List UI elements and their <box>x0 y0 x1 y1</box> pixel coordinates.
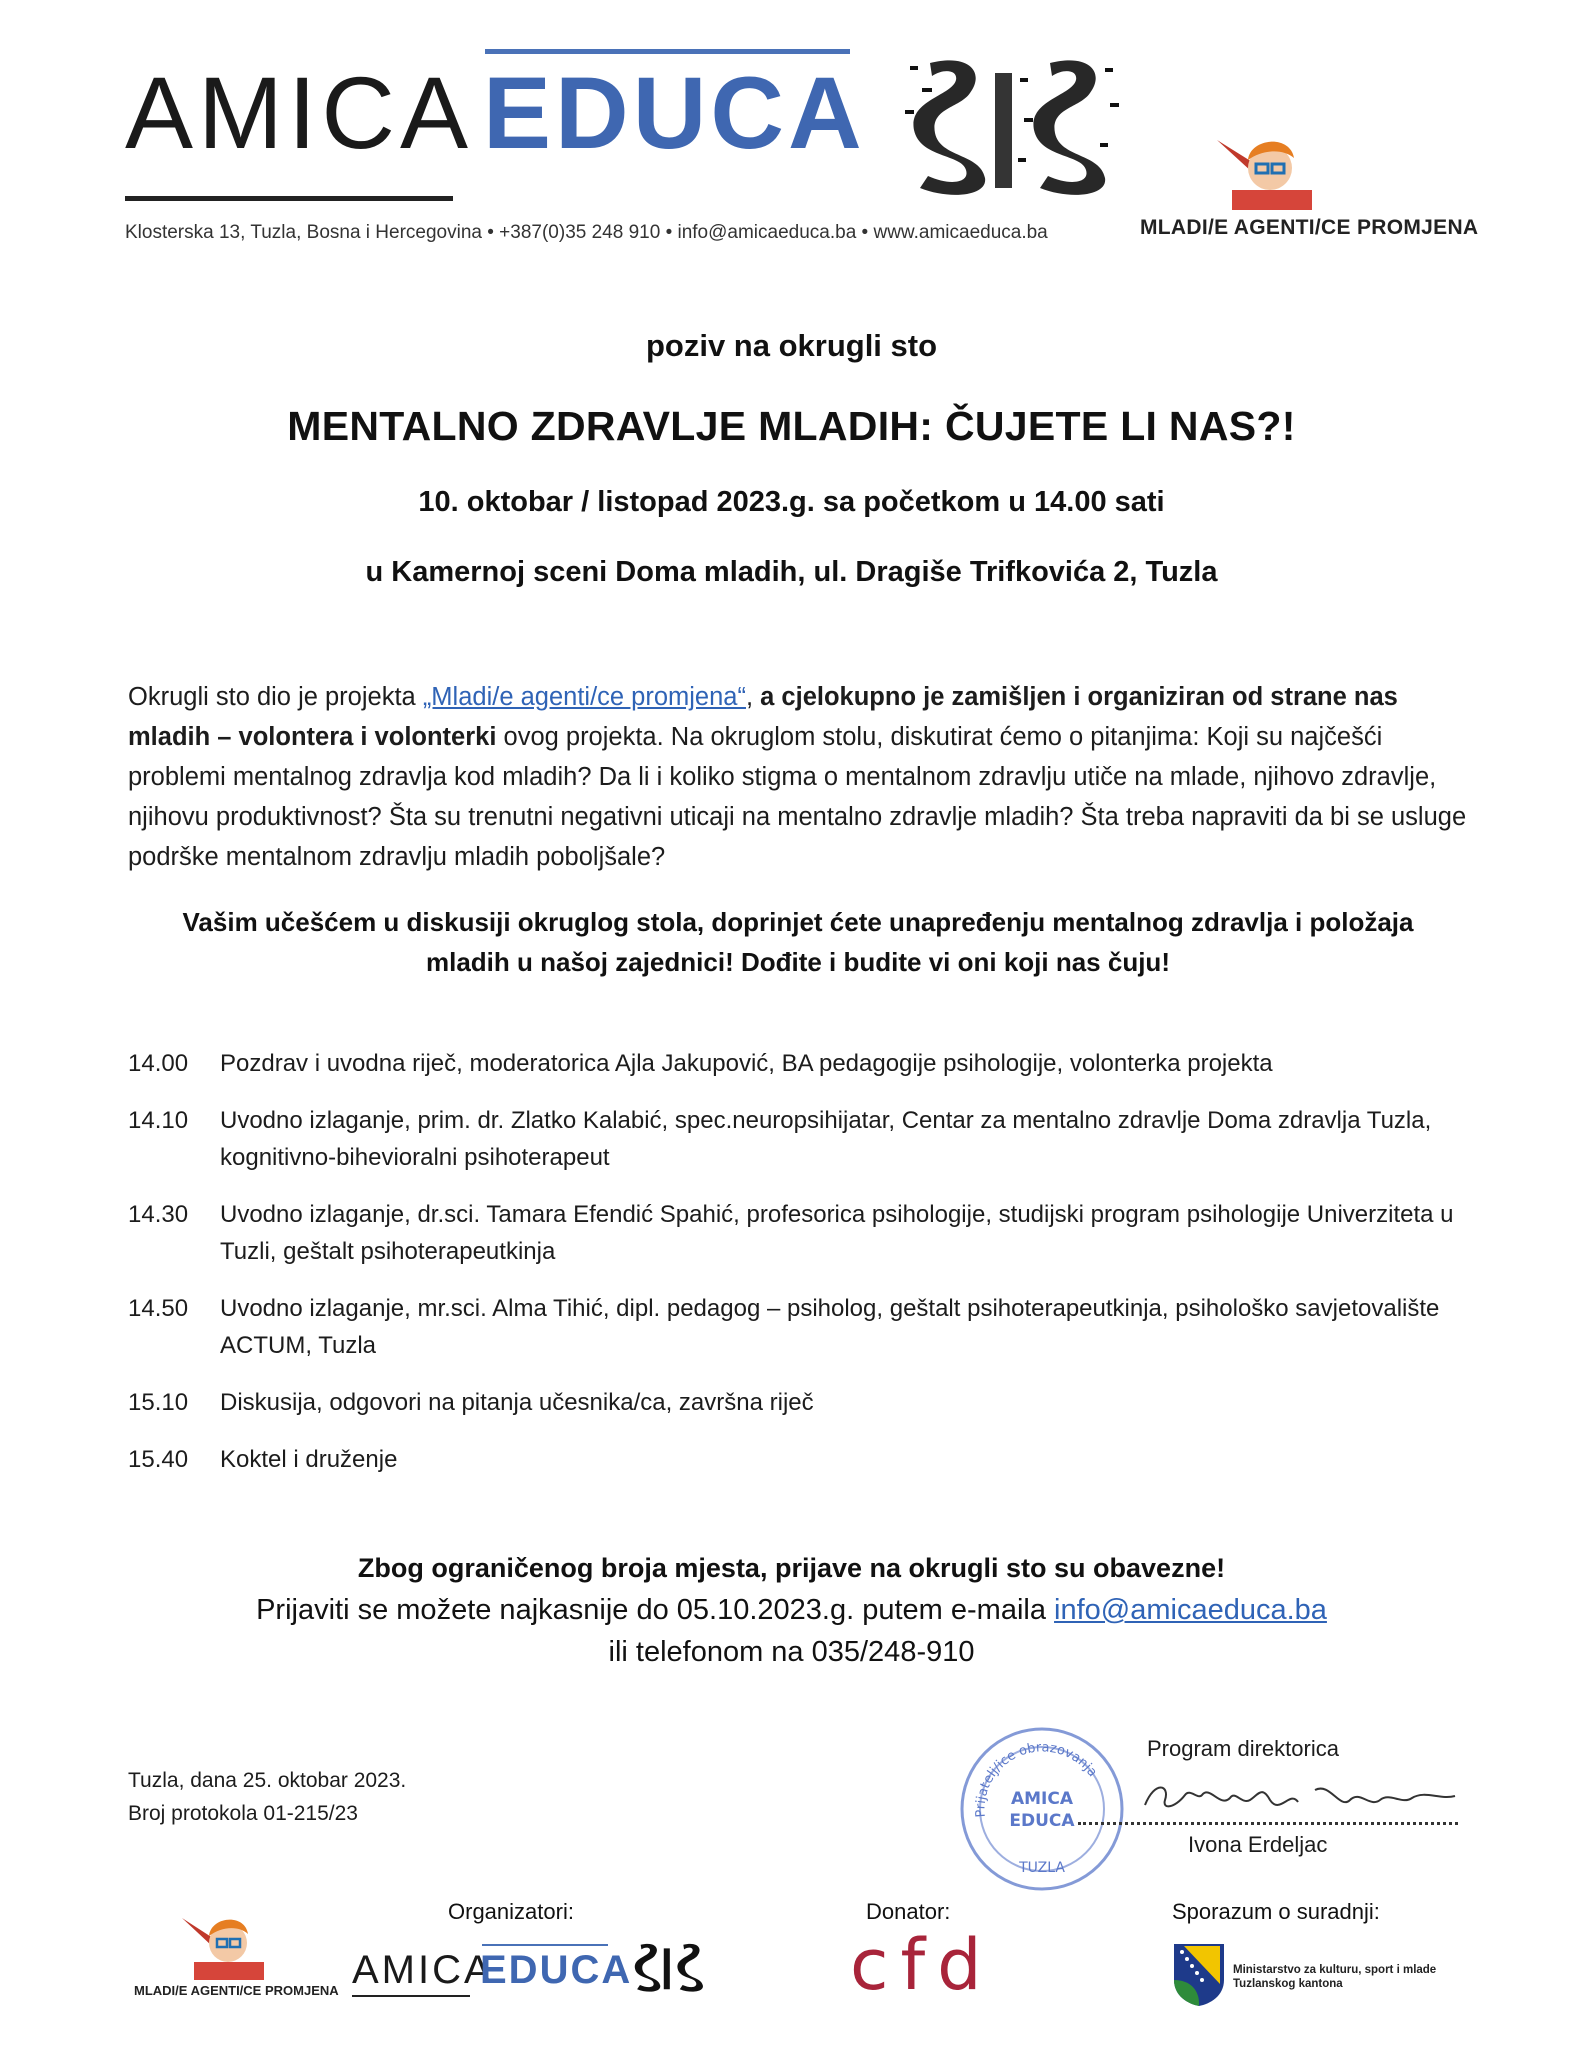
agenda-text: Uvodno izlaganje, mr.sci. Alma Tihić, dipl. pedagog – psiholog, geštalt psihoterapeutkinja, psihološko savjetovalište ACTUM, Tuzla <box>220 1295 1440 1359</box>
agenda-time: 14.50 <box>128 1295 189 1322</box>
agenda-item <box>128 1441 1488 1478</box>
intro-text-1: Okrugli sto dio je projekta <box>128 683 423 711</box>
place-date: Tuzla, dana 25. oktobar 2023. <box>128 1769 407 1792</box>
intro-text-3: ovog projekta. Na okruglom stolu, diskutirat ćemo o pitanjima: Koji su najčešći problemi mentalnog zdravlja kod mladih? Da li i koliko stigma o mentalnom zdravlju utiče na mlade, njihovo zdravlje, njihovu produktivnost? Šta su trenutni negativni uticaji na mentalno zdravlje mladih? Šta treba napraviti da bi se usluge podrške mentalnom zdravlju mladih poboljšale? <box>128 723 1467 871</box>
sis-logo-icon <box>900 48 1125 203</box>
agents-logo-text: MLADI/E AGENTI/CE PROMJENA <box>1140 216 1479 239</box>
agenda-time: 14.00 <box>128 1050 189 1077</box>
event-date: 10. oktobar / listopad 2023.g. sa početkom u 14.00 sati <box>418 486 1165 518</box>
agenda-item <box>128 1045 1488 1082</box>
agents-mascot-small-icon <box>180 1910 270 1982</box>
signature-line <box>1078 1822 1458 1825</box>
agenda-text: Pozdrav i uvodna riječ, moderatorica Ajla Jakupović, BA pedagogije psihologije, volonterka projekta <box>220 1050 1273 1077</box>
agenda-time: 14.30 <box>128 1201 189 1228</box>
stamp-amica: AMICA <box>1010 1789 1074 1809</box>
registration-phone: ili telefonom na 035/248-910 <box>608 1636 975 1668</box>
footer-educa-logo: EDUCA <box>480 1948 633 1992</box>
agenda-text: Uvodno izlaganje, prim. dr. Zlatko Kalabić, spec.neuropsihijatar, Centar za mentalno zdravlje Doma zdravlja Tuzla, kognitivno-bihevioralni psihoterapeut <box>220 1107 1432 1171</box>
registration-deadline <box>0 1594 1583 1627</box>
ministry-logo-text: Ministarstvo za kulturu, sport i mlade Tuzlanskog kantona <box>1233 1964 1437 1990</box>
intro-bold: a cjelokupno je zamišljen i organiziran od strane nas mladih – volontera i volonterki <box>128 683 1398 751</box>
intro-text-2: , <box>745 683 761 711</box>
agenda-text: Uvodno izlaganje, dr.sci. Tamara Efendić Spahić, profesorica psihologije, studijski program psihologije Univerziteta u Tuzli, geštalt psihoterapeutkinja <box>220 1201 1454 1265</box>
registration-email-link[interactable]: info@amicaeduca.ba <box>1054 1594 1327 1626</box>
event-venue: u Kamernoj sceni Doma mladih, ul. Dragiše Trifkovića 2, Tuzla <box>365 556 1218 588</box>
donor-label: Donator: <box>866 1899 951 1924</box>
agenda-time: 14.10 <box>128 1107 189 1134</box>
agenda-item <box>128 1196 1488 1270</box>
registration-notice: Zbog ograničenog broja mjesta, prijave na okrugli sto su obavezne! <box>357 1553 1226 1583</box>
signatory-role: Program direktorica <box>1147 1736 1339 1761</box>
stamp-seal-icon <box>955 1722 1130 1897</box>
stamp-city: TUZLA <box>1019 1860 1065 1876</box>
signatory-name: Ivona Erdeljac <box>1188 1832 1328 1857</box>
project-link[interactable]: „Mladi/e agenti/ce promjena“ <box>422 683 746 711</box>
agenda-list <box>128 1045 1488 1498</box>
intro-paragraph <box>128 677 1468 877</box>
footer-agents-logo-text: MLADI/E AGENTI/CE PROMJENA <box>134 1983 339 1998</box>
protocol-number: Broj protokola 01-215/23 <box>128 1802 358 1825</box>
callout-line-1: Vašim učešćem u diskusiji okruglog stola, doprinjet ćete unapređenju mentalnog zdravlja i položaja <box>182 907 1414 937</box>
donor-cfd-logo: cfd <box>850 1924 994 2006</box>
agents-mascot-icon <box>1212 130 1322 212</box>
agenda-text: Koktel i druženje <box>220 1446 398 1473</box>
handwritten-signature-icon <box>1140 1770 1460 1825</box>
footer-amica-underline <box>352 1995 470 1997</box>
organizers-label: Organizatori: <box>448 1899 574 1924</box>
educa-logo-text: EDUCA <box>483 56 866 170</box>
agenda-time: 15.40 <box>128 1446 189 1473</box>
agenda-item <box>128 1290 1488 1364</box>
invitation-subtitle: poziv na okrugli sto <box>645 328 938 363</box>
agenda-item <box>128 1384 1488 1421</box>
agenda-text: Diskusija, odgovori na pitanja učesnika/ca, završna riječ <box>220 1389 814 1416</box>
event-title: MENTALNO ZDRAVLJE MLADIH: ČUJETE LI NAS?! <box>287 403 1296 449</box>
educa-logo-overline <box>485 49 850 54</box>
footer-sis-logo-icon <box>630 1938 710 1996</box>
agenda-time: 15.10 <box>128 1389 189 1416</box>
stamp-arc-text: Prijatelj/ice obrazovanja <box>973 1740 1100 1818</box>
callout-line-2: mladih u našoj zajednici! Dođite i budite vi oni koji nas čuju! <box>426 947 1170 977</box>
amica-logo-underline <box>125 196 453 201</box>
footer-amica-logo: AMICA <box>352 1948 494 1992</box>
header-address: Klosterska 13, Tuzla, Bosna i Hercegovina • +387(0)35 248 910 • info@amicaeduca.ba • www.amicaeduca.ba <box>125 222 1048 243</box>
agenda-item <box>128 1102 1488 1176</box>
ministry-emblem-icon <box>1170 1940 1228 2008</box>
footer-educa-overline <box>482 1944 608 1946</box>
amica-logo-text: AMICA <box>125 56 474 170</box>
cooperation-label: Sporazum o suradnji: <box>1172 1899 1380 1924</box>
registration-text: Prijaviti se možete najkasnije do 05.10.2023.g. putem e-maila <box>256 1594 1055 1626</box>
callout-paragraph <box>128 902 1468 982</box>
stamp-educa: EDUCA <box>1009 1811 1075 1831</box>
